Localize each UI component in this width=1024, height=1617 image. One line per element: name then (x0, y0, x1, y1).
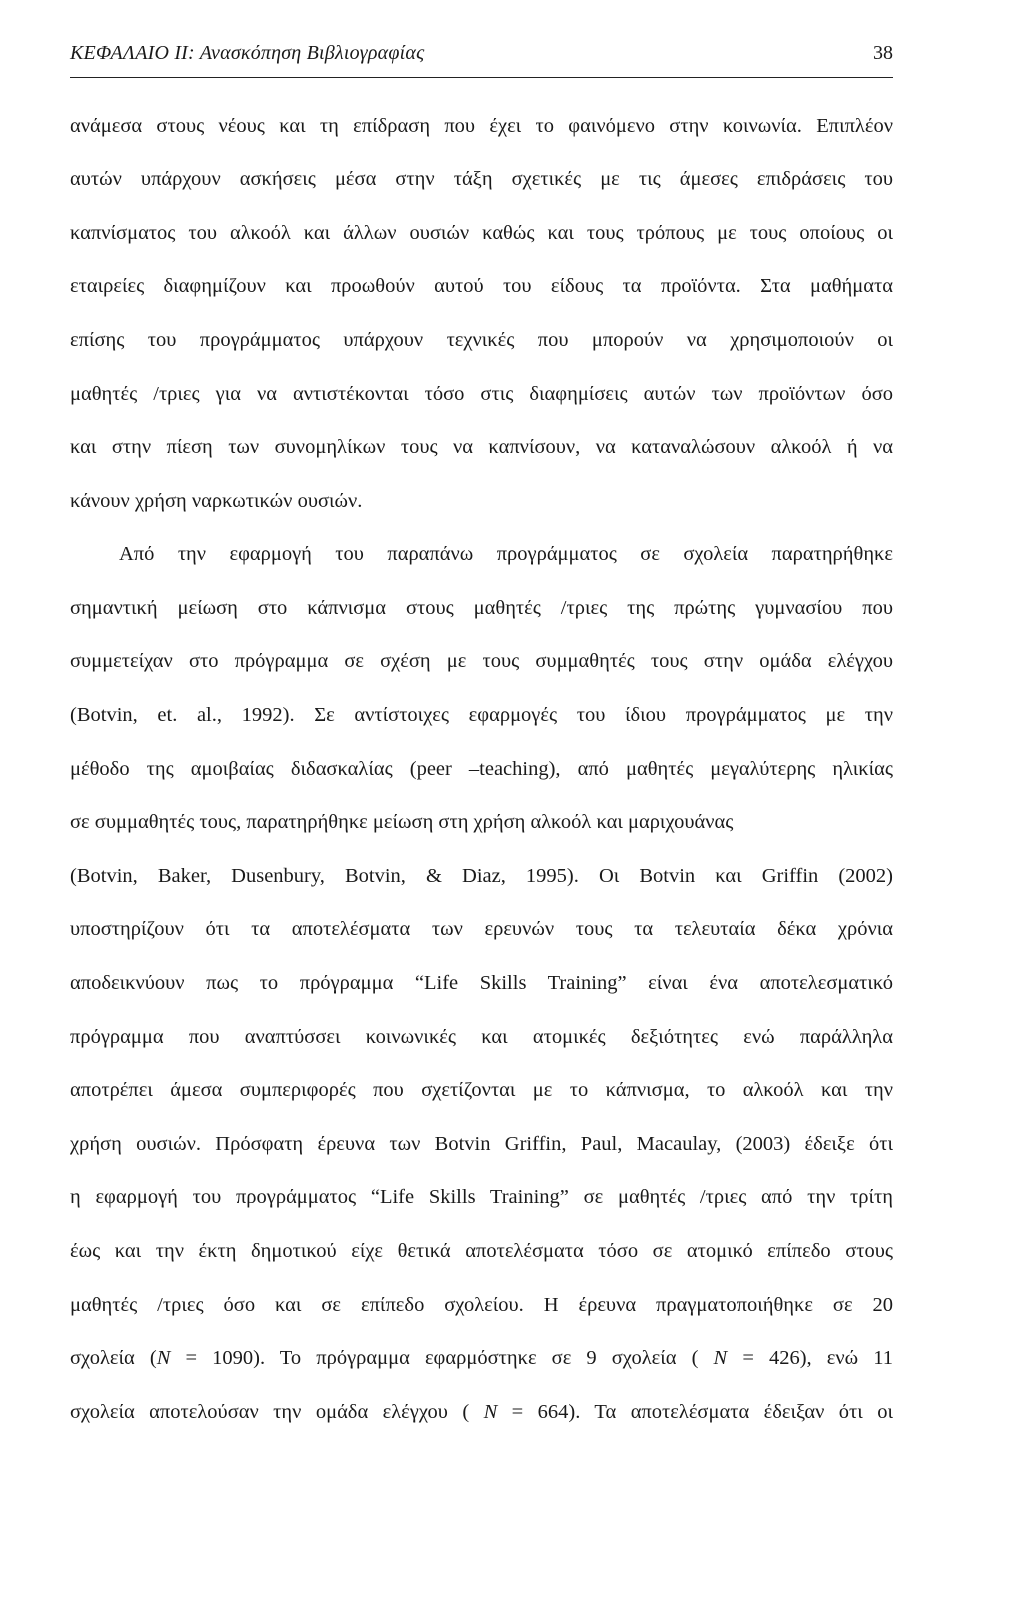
text-line: μέθοδο της αμοιβαίας διδασκαλίας (peer –teaching), από μαθητές μεγαλύτερης ηλικίας (70, 758, 893, 780)
text-line: επίσης του προγράμματος υπάρχουν τεχνικές που μπορούν να χρησιμοποιούν οι (70, 329, 893, 351)
text-line: αποδεικνύουν πως το πρόγραμμα “Life Skills Training” είναι ένα αποτελεσματικό (70, 972, 893, 994)
text-span: σχολεία αποτελούσαν την ομάδα ελέγχου ( (70, 1401, 484, 1423)
text-line: μαθητές /τριες όσο και σε επίπεδο σχολείου. Η έρευνα πραγματοποιήθηκε σε 20 (70, 1294, 893, 1316)
text-span: = 1090). Το πρόγραμμα εφαρμόστηκε σε 9 σχολεία ( (170, 1347, 714, 1369)
text-span: N (483, 1401, 498, 1423)
text-line: έως και την έκτη δημοτικού είχε θετικά αποτελέσματα τόσο σε ατομικό επίπεδο στους (70, 1240, 893, 1262)
text-line: εταιρείες διαφημίζουν και προωθούν αυτού του είδους τα προϊόντα. Στα μαθήματα (70, 275, 893, 297)
text-span: = 664). Τα αποτελέσματα έδειξαν ότι οι (497, 1401, 893, 1423)
text-line: αποτρέπει άμεσα συμπεριφορές που σχετίζονται με το κάπνισμα, το αλκοόλ και την (70, 1079, 893, 1101)
text-span: σχολεία ( (70, 1347, 157, 1369)
text-line: Από την εφαρμογή του παραπάνω προγράμματος σε σχολεία παρατηρήθηκε (119, 543, 893, 565)
text-line: σε συμμαθητές τους, παρατηρήθηκε μείωση στη χρήση αλκοόλ και μαριχουάνας (70, 811, 734, 833)
text-line: (Botvin, Baker, Dusenbury, Botvin, & Diaz, 1995). Οι Botvin και Griffin (2002) (70, 865, 893, 887)
page-number: 38 (873, 42, 893, 64)
text-line (70, 1343, 893, 1373)
text-line: καπνίσματος του αλκοόλ και άλλων ουσιών καθώς και τους τρόπους με τους οποίους οι (70, 222, 893, 244)
text-span: N (156, 1347, 171, 1369)
text-line: η εφαρμογή του προγράμματος “Life Skills Training” σε μαθητές /τριες από την τρίτη (70, 1186, 893, 1208)
text-line: (Botvin, et. al., 1992). Σε αντίστοιχες εφαρμογές του ίδιου προγράμματος με την (70, 704, 893, 726)
chapter-title: ΚΕΦΑΛΑΙΟ ΙΙ: Ανασκόπηση Βιβλιογραφίας (70, 42, 425, 64)
text-line: μαθητές /τριες για να αντιστέκονται τόσο στις διαφημίσεις αυτών των προϊόντων όσο (70, 383, 893, 405)
text-line (70, 1397, 893, 1427)
text-line: αυτών υπάρχουν ασκήσεις μέσα στην τάξη σχετικές με τις άμεσες επιδράσεις του (70, 168, 893, 190)
header-rule (70, 77, 893, 78)
text-line: ανάμεσα στους νέους και τη επίδραση που έχει το φαινόμενο στην κοινωνία. Επιπλέον (70, 115, 893, 137)
text-line: και στην πίεση των συνομηλίκων τους να καπνίσουν, να καταναλώσουν αλκοόλ ή να (70, 436, 893, 458)
text-line: χρήση ουσιών. Πρόσφατη έρευνα των Botvin Griffin, Paul, Macaulay, (2003) έδειξε ότι (70, 1133, 893, 1155)
text-line: σημαντική μείωση στο κάπνισμα στους μαθητές /τριες της πρώτης γυμνασίου που (70, 597, 893, 619)
text-line: συμμετείχαν στο πρόγραμμα σε σχέση με τους συμμαθητές τους στην ομάδα ελέγχου (70, 650, 893, 672)
text-line: υποστηρίζουν ότι τα αποτελέσματα των ερευνών τους τα τελευταία δέκα χρόνια (70, 918, 893, 940)
text-line: πρόγραμμα που αναπτύσσει κοινωνικές και ατομικές δεξιότητες ενώ παράλληλα (70, 1026, 893, 1048)
page-header (70, 40, 893, 66)
text-line: κάνουν χρήση ναρκωτικών ουσιών. (70, 490, 363, 512)
text-span: = 426), ενώ 11 (727, 1347, 893, 1369)
text-span: N (713, 1347, 728, 1369)
